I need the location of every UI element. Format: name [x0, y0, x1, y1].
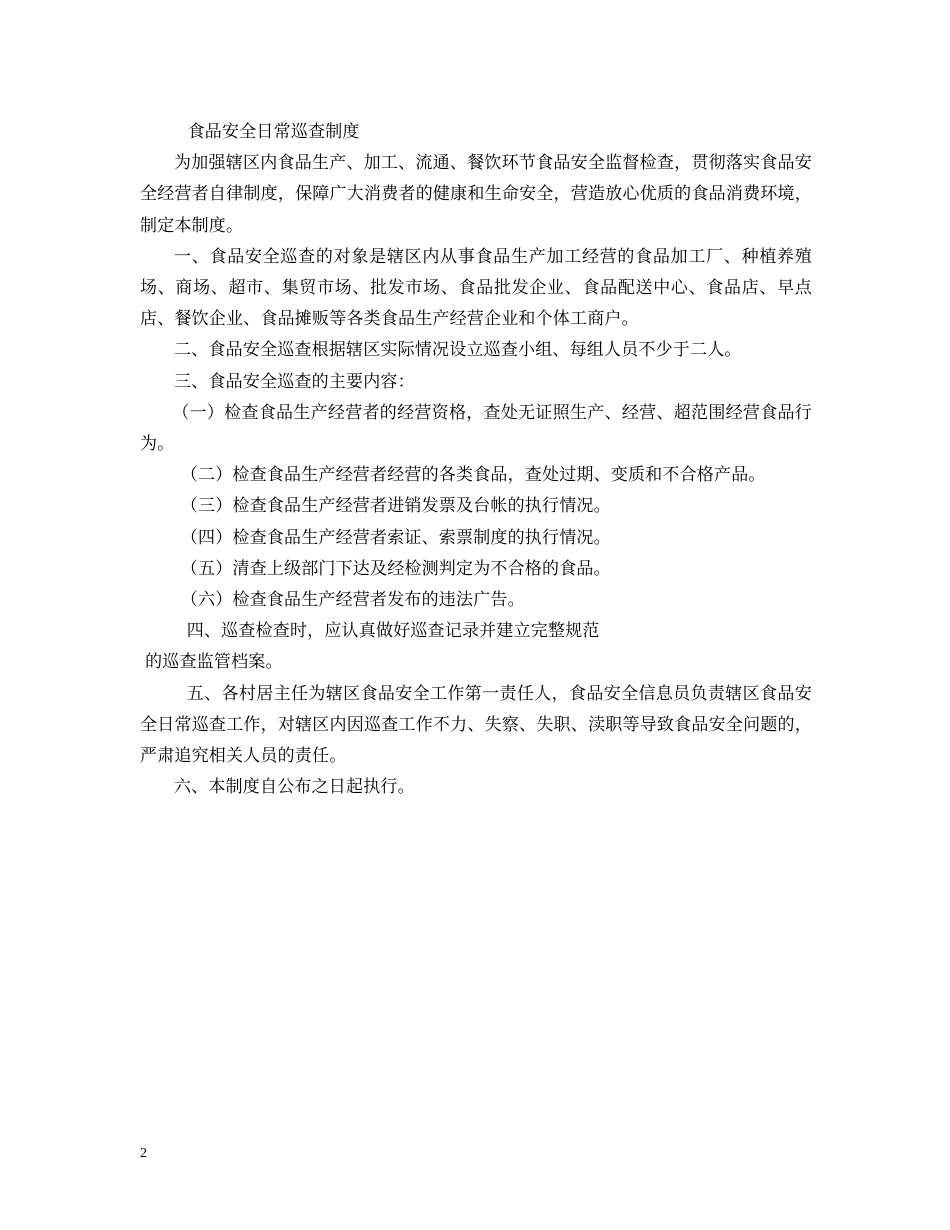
paragraph-item-3: （三）检查食品生产经营者进销发票及台帐的执行情况。 [180, 496, 611, 517]
document-title: 食品安全日常巡查制度 [187, 122, 360, 142]
paragraph-item-2: （二）检查食品生产经营者经营的各类食品，查处过期、变质和不合格产品。 [180, 465, 766, 486]
paragraph-section-5: 五、各村居主任为辖区食品安全工作第一责任人，食品安全信息员负责辖区食品安全日常巡查工作，对辖区内因巡查工作不力、失察、失职、渎职等导致食品安全问题的，严肃追究相关人员的责任。 [140, 683, 812, 767]
paragraph-item-6: （六）检查食品生产经营者发布的违法广告。 [180, 590, 525, 611]
paragraph-section-4: 四、巡查检查时，应认真做好巡查记录并建立完整规范 [186, 621, 600, 642]
paragraph-section-3: 三、食品安全巡查的主要内容： [174, 371, 415, 392]
paragraph-item-4: （四）检查食品生产经营者索证、索票制度的执行情况。 [180, 527, 611, 548]
paragraph-item-1: （一）检查食品生产经营者的经营资格，查处无证照生产、经营、超范围经营食品行为。 [140, 402, 812, 455]
paragraph-intro: 为加强辖区内食品生产、加工、流通、餐饮环节食品安全监督检查，贯彻落实食品安全经营者自律制度，保障广大消费者的健康和生命安全，营造放心优质的食品消费环境，制定本制度。 [140, 153, 812, 236]
paragraph-section-1: 一、食品安全巡查的对象是辖区内从事食品生产加工经营的食品加工厂、种植养殖场、商场、超市、集贸市场、批发市场、食品批发企业、食品配送中心、食品店、早点店、餐饮企业、食品摊贩等各类食品生产经营企业和个体工商户。 [140, 246, 812, 330]
document-body [140, 117, 812, 803]
page-number: 2 [140, 1146, 147, 1161]
paragraph-section-4-continued: 的巡查监管档案。 [145, 652, 283, 673]
paragraph-section-6: 六、本制度自公布之日起执行。 [174, 777, 415, 798]
paragraph-item-5: （五）清查上级部门下达及经检测判定为不合格的食品。 [180, 558, 611, 579]
paragraph-section-2: 二、食品安全巡查根据辖区实际情况设立巡查小组、每组人员不少于二人。 [174, 340, 742, 361]
